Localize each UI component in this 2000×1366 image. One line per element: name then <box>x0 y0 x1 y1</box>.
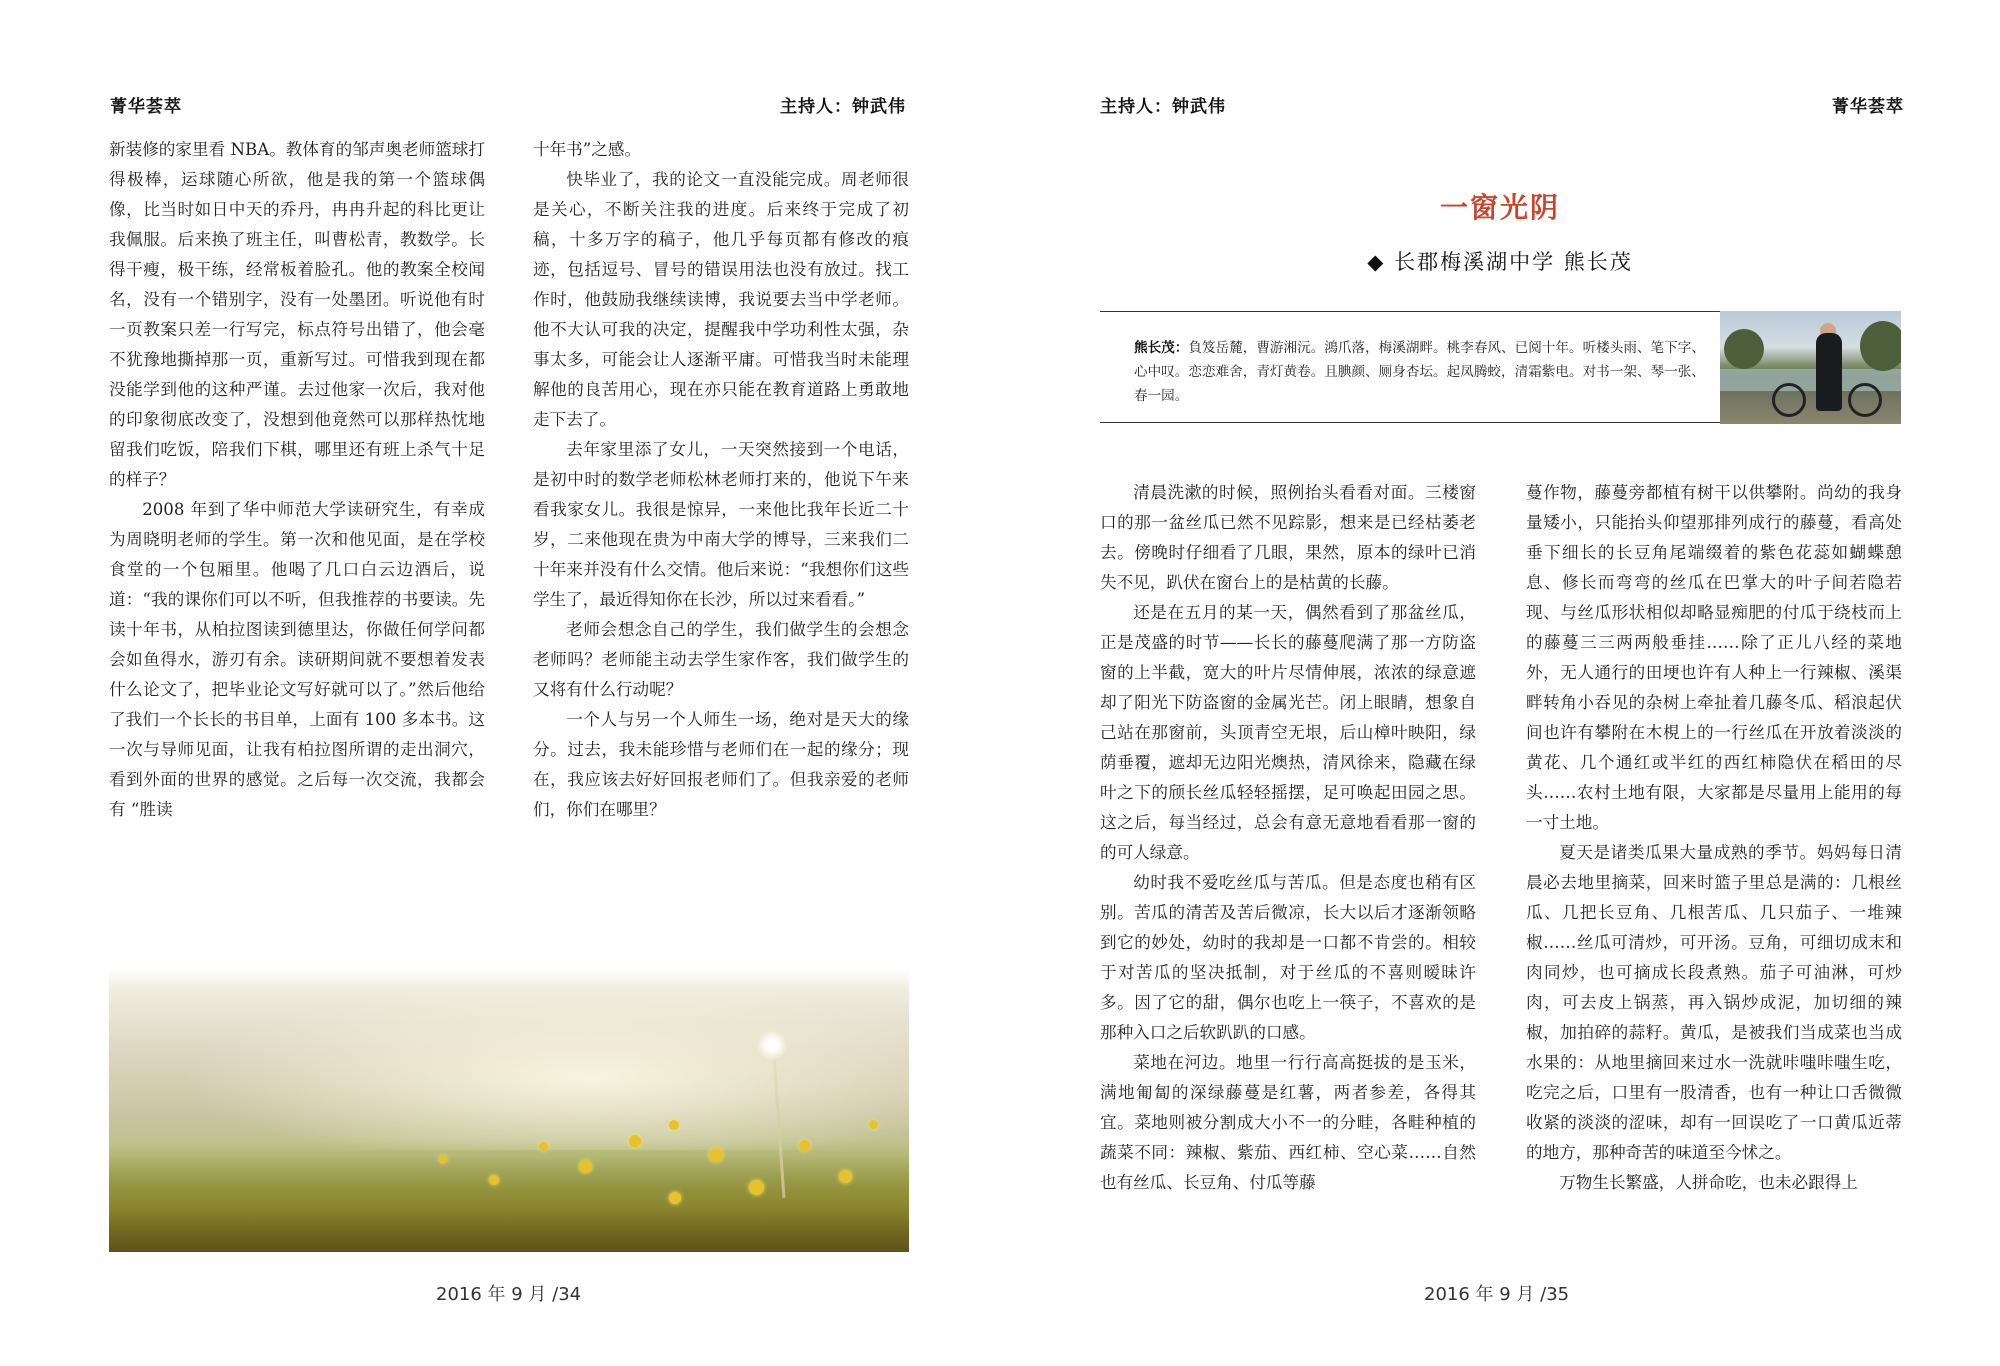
right-column-2 <box>1526 478 1902 1198</box>
paragraph: 万物生长繁盛，人拼命吃，也未必跟得上 <box>1559 1173 1858 1192</box>
paragraph: 新装修的家里看 NBA。教体育的邹声奥老师篮球打得极棒，运球随心所欲，他是我的第一个篮球偶像，比当时如日中天的乔丹，冉冉升起的科比更让我佩服。后来换了班主任，叫曹松青，教数学。长得干瘦，极干练，经常板着脸孔。他的教案全校闻名，没有一个错别字，没有一处墨团。听说他有时一页教案只差一行写完，标点符号出错了，他会毫不犹豫地撕掉那一页，重新写过。可惜我到现在都没能学到他的这种严谨。去过他家一次后，我对他的印象彻底改变了，没想到他竟然可以那样热忱地留我们吃饭，陪我们下棋，哪里还有班上杀气十足的样子？ <box>109 140 485 489</box>
page-number-left: 2016 年 9 月 /34 <box>436 1284 582 1305</box>
paragraph: 十年书”之感。 <box>533 140 642 159</box>
left-column-2 <box>533 135 909 825</box>
dandelion-photo <box>109 970 909 1252</box>
paragraph: 夏天是诸类瓜果大量成熟的季节。妈妈每日清晨必去地里摘菜，回来时篮子里总是满的：几根丝瓜、几把长豆角、几根苦瓜、几只茄子、一堆辣椒……丝瓜可清炒，可开汤。豆角，可细切成末和肉同炒，也可摘成长段煮熟。茄子可油淋，可炒肉，可去皮上锅蒸，再入锅炒成泥，加切细的辣椒，加拍碎的蒜籽。黄瓜，是被我们当成菜也当成水果的：从地里摘回来过水一洗就咔嗤咔嗤生吃，吃完之后，口里有一股清香，也有一种让口舌微微收紧的淡淡的涩味，却有一回误吃了一口黄瓜近蒂的地方，那种奇苦的味道至今怵之。 <box>1526 843 1902 1162</box>
paragraph: 蔓作物，藤蔓旁都植有树干以供攀附。尚幼的我身量矮小，只能抬头仰望那排列成行的藤蔓，看高处垂下细长的长豆角尾端缀着的紫色花蕊如蝴蝶憩息、修长而弯弯的丝瓜在巴掌大的叶子间若隐若现、与丝瓜形状相似却略显痴肥的付瓜于绕枝而上的藤蔓三三两两般垂挂……除了正儿八经的菜地外，无人通行的田埂也许有人种上一行辣椒、溪渠畔转角小吞见的杂树上牵扯着几藤冬瓜、稻浪起伏间也许有攀附在木梘上的一行丝瓜在开放着淡淡的黄花、几个通红或半红的西红柿隐伏在稻田的尽头……农村土地有限，大家都是尽量用上能用的每一寸土地。 <box>1526 483 1902 832</box>
bio-name: 熊长茂： <box>1134 340 1189 356</box>
article-title: 一窗光阴 <box>1439 191 1560 224</box>
right-section-header: 菁华荟萃 <box>1832 97 1904 117</box>
paragraph: 一个人与另一个人师生一场，绝对是天大的缘分。过去，我未能珍惜与老师们在一起的缘分；现在，我应该去好好回报老师们了。但我亲爱的老师们，你们在哪里？ <box>533 710 909 819</box>
paragraph: 2008 年到了华中师范大学读研究生，有幸成为周晓明老师的学生。第一次和他见面，是在学校食堂的一个包厢里。他喝了几口白云边酒后，说道：“我的课你们可以不听，但我推荐的书要读。先读十年书，从柏拉图读到德里达，你做任何学问都会如鱼得水，游刃有余。读研期间就不要想着发表什么论文了，把毕业论文写好就可以了。”然后他给了我们一个长长的书目单，上面有 100 多本书。这一次与导师见面，让我有柏拉图所谓的走出洞穴，看到外面的世界的感觉。之后每一次交流，我都会有 “胜读 <box>109 500 485 819</box>
paragraph: 清晨洗漱的时候，照例抬头看看对面。三楼窗口的那一盆丝瓜已然不见踪影，想来是已经枯萎老去。傍晚时仔细看了几眼，果然，原本的绿叶已消失不见，趴伏在窗台上的是枯黄的长藤。 <box>1100 483 1476 592</box>
bio-text: 負笈岳麓，曹游湘沅。鴻爪落，梅溪湖畔。桃李春风、已阅十年。听楼头雨、笔下字、心中叹。恋恋难舍，青灯黄卷。且腆颜、厕身杏坛。起凤腾蛟，清霜紫电。对书一架、琴一张、春一园。 <box>1134 340 1705 404</box>
page-number-right: 2016 年 9 月 /35 <box>1424 1284 1570 1305</box>
article-author: ◆ 长郡梅溪湖中学 熊长茂 <box>1367 250 1633 274</box>
author-bio-box <box>1100 311 1720 423</box>
paragraph: 老师会想念自己的学生，我们做学生的会想念老师吗？老师能主动去学生家作客，我们做学生的又将有什么行动呢？ <box>533 620 909 699</box>
author-bio <box>1134 336 1708 408</box>
paragraph: 快毕业了，我的论文一直没能完成。周老师很是关心，不断关注我的进度。后来终于完成了初稿，十多万字的稿子，他几乎每页都有修改的痕迹，包括逗号、冒号的错误用法也没有放过。找工作时，他鼓励我继续读博，我说要去当中学老师。他不大认可我的决定，提醒我中学功利性太强，杂事太多，可能会让人逐渐平庸。可惜我当时未能理解他的良苦用心，现在亦只能在教育道路上勇敢地走下去了。 <box>533 170 909 429</box>
paragraph: 菜地在河边。地里一行行高高挺拔的是玉米，满地匍匐的深绿藤蔓是红薯，两者参差，各得其宜。菜地则被分割成大小不一的分畦，各畦种植的蔬菜不同：辣椒、紫茄、西红柿、空心菜……自然也有丝瓜、长豆角、付瓜等藤 <box>1100 1053 1476 1192</box>
left-host-header: 主持人：钟武伟 <box>780 97 906 117</box>
right-column-1 <box>1100 478 1476 1198</box>
dandelion-seedhead <box>757 1030 787 1060</box>
paragraph: 去年家里添了女儿，一天突然接到一个电话，是初中时的数学老师松林老师打来的，他说下午来看我家女儿。我很是惊异，一来他比我年长近二十岁，二来他现在贵为中南大学的博导，三来我们二十年来并没有什么交情。他后来说：“我想你们这些学生了，最近得知你在长沙，所以过来看看。” <box>533 440 909 609</box>
paragraph: 还是在五月的某一天，偶然看到了那盆丝瓜，正是茂盛的时节——长长的藤蔓爬满了那一方防盗窗的上半截，宽大的叶片尽情伸展，浓浓的绿意遮却了阳光下防盗窗的金属光芒。闭上眼睛，想象自己站在那窗前，头顶青空无垠，后山樟叶映阳，绿荫垂覆，遮却无边阳光燠热，清风徐来，隐藏在绿叶之下的颀长丝瓜轻轻摇摆，足可唤起田园之思。这之后，每当经过，总会有意无意地看看那一窗的的可人绿意。 <box>1100 603 1476 862</box>
right-host-header: 主持人：钟武伟 <box>1100 97 1226 117</box>
author-photo <box>1720 311 1901 424</box>
left-section-header: 菁华荟萃 <box>110 97 182 117</box>
paragraph: 幼时我不爱吃丝瓜与苦瓜。但是态度也稍有区别。苦瓜的清苦及苦后微凉，长大以后才逐渐领略到它的妙处，幼时的我却是一口都不肯尝的。相较于对苦瓜的坚决抵制，对于丝瓜的不喜则暧昧许多。因了它的甜，偶尔也吃上一筷子，不喜欢的是那种入口之后软趴趴的口感。 <box>1100 873 1476 1042</box>
left-column-1 <box>109 135 485 825</box>
